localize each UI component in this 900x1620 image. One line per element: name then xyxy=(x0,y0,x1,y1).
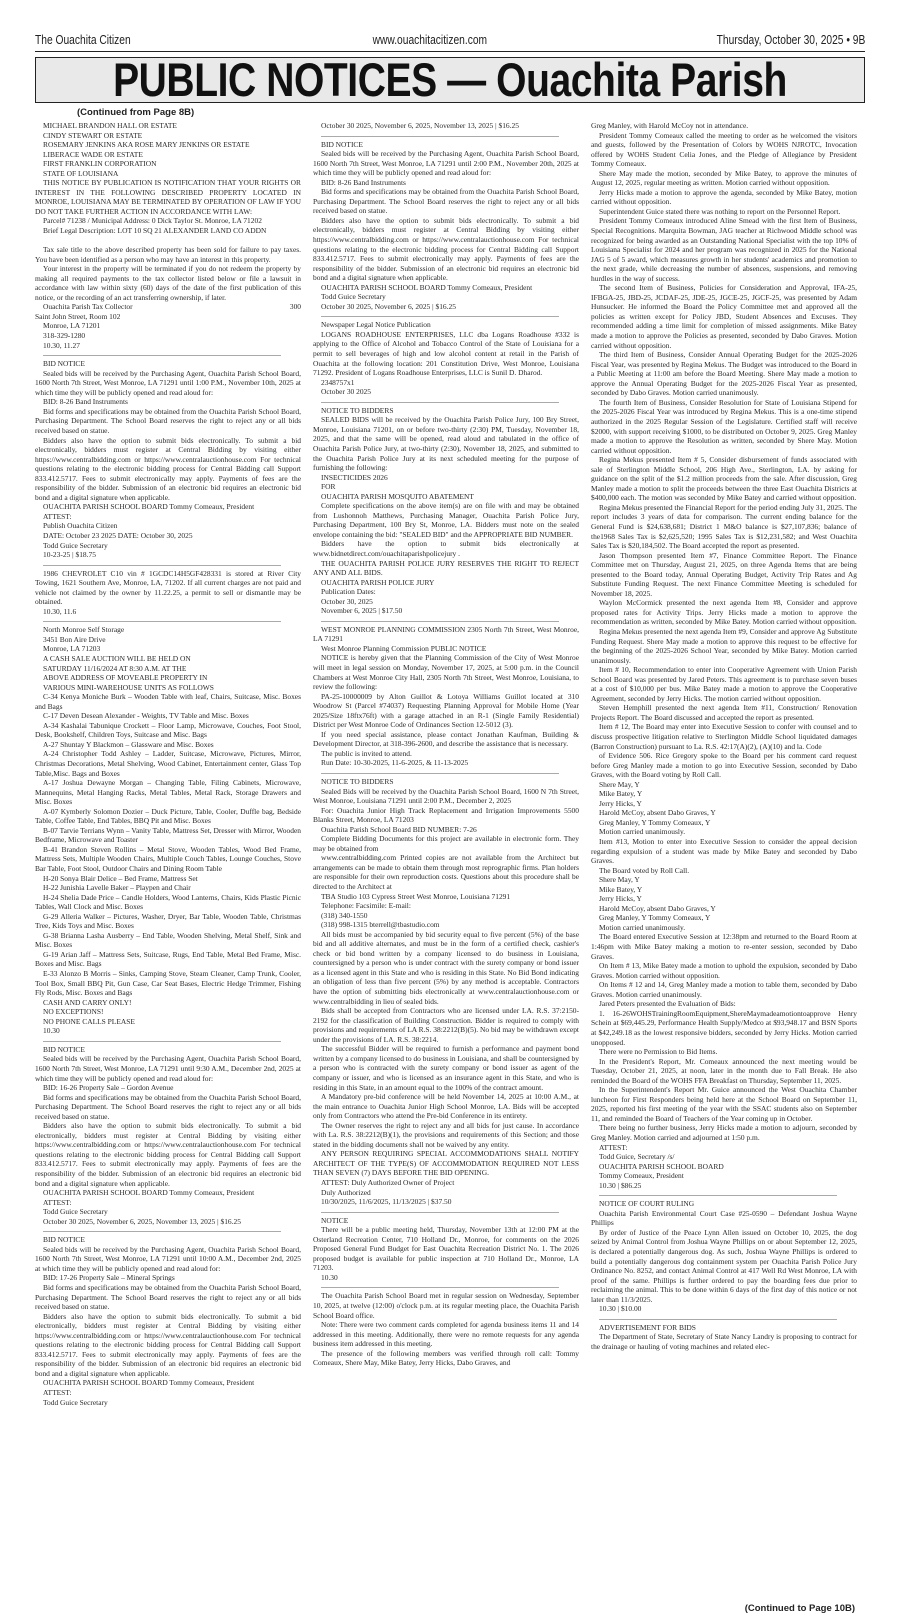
notice-block xyxy=(591,121,857,1190)
notice-paragraph: A-24 Christopher Todd Ashley – Ladder, Suitcase, Microwave, Pictures, Mirror, Christmas Decorations, Metal Shelving, Wood Cabinet, Entertainment center, Glass Top Table,Misc. Bags and Boxes xyxy=(35,749,301,778)
notice-paragraph: NOTICE TO BIDDERS xyxy=(321,405,394,415)
notice-block xyxy=(313,1287,579,1367)
notice-paragraph: FOR xyxy=(321,482,336,492)
notice-paragraph: October 30 2025, November 6, 2025, November 13, 2025 | $16.25 xyxy=(43,1216,241,1226)
notice-paragraph: Shere May, Y xyxy=(599,779,640,789)
section-title-box xyxy=(35,57,865,103)
notice-paragraph: BID NOTICE xyxy=(321,139,363,149)
notice-paragraph: A-17 Joshua Dewayne Morgan – Changing Table, Filing Cabinets, Microwave, Mannequins, Metal Hanging Racks, Metal Tables, Metal Rack, Storage Drawers and Misc. Boxes xyxy=(35,778,301,807)
notice-paragraph: In the President's Report, Mr. Comeaux announced the next meeting would be Tuesday, October 21, 2025, at noon, later in the month due to Fall Break. He also reminded the Board of the WOHS FFA Breakfast on Thursday, September 11, 2025. xyxy=(591,1056,857,1085)
notice-paragraph: CASH AND CARRY ONLY! xyxy=(43,997,132,1007)
masthead xyxy=(35,33,865,49)
notice-paragraph: NOTICE is hereby given that the Planning Commission of the City of West Monroe will meet in legal session on Monday, November 17, 2025, at 5:00 p.m. in the Council Chambers at West Monroe City Hall, 2305 North 7th Street, West Monroe, Louisiana, to review the following: xyxy=(313,653,579,692)
continued-to-label: (Continued to Page 10B) xyxy=(744,1603,855,1614)
notice-block xyxy=(35,1231,301,1407)
notice-paragraph: E-33 Alonzo B Morris – Sinks, Camping Stove, Steam Cleaner, Camp Trunk, Cooler, Tool Box, Small BBQ Pit, Gun Case, Car Seat Bases, Electric Hedge Trimmer, Fishing Fly Rods, Misc. Boxes and Bags xyxy=(35,969,301,998)
notice-paragraph: ANY PERSON REQUIRING SPECIAL ACCOMMODATIONS SHALL NOTIFY ARCHITECT OF THE TYPE(S) OF ACCOMMODATION REQUIRED NOT LESS THAN SEVEN (7) DAYS BEFORE THE BID OPENING. xyxy=(313,1149,579,1178)
notice-divider xyxy=(43,565,281,566)
notice-block xyxy=(313,136,579,312)
notice-paragraph: TBA Studio 103 Cypress Street West Monroe, Louisiana 71291 xyxy=(321,891,511,901)
notice-paragraph: Sealed bids will be received by the Purchasing Agent, Ouachita Parish School Board, 1600 North 7th Street, West Monroe, LA 71291 until 9:30 A.M., December 2nd, 2025 at which time they will be publicly opened and read aloud for: xyxy=(35,1054,301,1083)
notice-paragraph: BID: 8-26 Band Instruments xyxy=(43,397,128,407)
notice-paragraph: Waylon McCormick presented the next agenda Item #8, Consider and approve proposed rates for Activity Trips. Jerry Hicks made a motion to approve the recommendation as written, seconded by Mike Batey. Motion carried without opposition. xyxy=(591,598,857,627)
notice-block xyxy=(35,121,301,350)
notice-block xyxy=(591,1319,857,1352)
notice-paragraph: Steven Hemphill presented the next agenda Item #11, Construction/ Renovation Projects Report. The Board discussed and accepted the report as presented. xyxy=(591,703,857,722)
notice-paragraph: North Monroe Self Storage xyxy=(43,625,125,635)
notice-paragraph: (318) 998-1315 bterrell@tbastudio.com xyxy=(321,920,440,930)
notice-paragraph: LOGANS ROADHOUSE ENTERPRISES, LLC dba Logans Roadhouse #332 is applying to the Office of Alcohol and Tobacco Control of the State of Louisiana for a permit to sell beverages of high and low alcohol content at retail in the Parish of Ouachita at the following location: 201 Constitution Drive, West Monroe, Louisiana 71292. President of Logans Roadhouse Enterprises, LLC is Sunil D. Dharod. xyxy=(313,329,579,378)
notice-paragraph: On Item # 13, Mike Batey made a motion to uphold the expulsion, seconded by Dabo Graves. Motion carried without opposition. xyxy=(591,961,857,980)
issue-date-page: Thursday, October 30, 2025 • 9B xyxy=(716,33,865,47)
notice-divider xyxy=(599,1195,837,1196)
notice-paragraph: OUACHITA PARISH SCHOOL BOARD Tommy Comeaux, President xyxy=(321,282,533,292)
notice-paragraph: All bids must be accompanied by bid security equal to five percent (5%) of the base bid and all additive alternates, and must be in the form of a certified check, cashier's check or bid bond written by a company licensed to do business in Louisiana, countersigned by a person who is under contract with the surety company or bond issuer as a licensed agent in this State and who is residing in this State. No Bid Bond indicating an obligation of less than five percent (5%) by any method is acceptable. Contractors have the option of submitting bids electronically at www.centralauctionhouse.com or www.centralbidding in lieu of sealed bids. xyxy=(313,929,579,1006)
notice-paragraph: ATTEST: xyxy=(43,511,72,521)
notice-paragraph: Jerry Hicks made a motion to approve the agenda, seconded by Mike Batey, motion carried without opposition. xyxy=(591,187,857,207)
notice-paragraph: Motion carried unanimously. xyxy=(599,922,686,932)
notice-paragraph: The Ouachita Parish School Board met in regular session on Wednesday, September 10, 2025, at twelve (12:00) o'clock p.m. at its regular meeting place, the Ouachita Parish School Board office. xyxy=(313,1291,579,1320)
notice-paragraph xyxy=(35,302,301,312)
notice-paragraph: Complete Bidding Documents for this project are available in electronic form. They may be obtained from xyxy=(313,834,579,853)
notice-block xyxy=(35,621,301,1036)
notice-paragraph: Regina Mekus presented Item # 5, Consider disbursement of funds associated with sale of Sterlington Middle School, 206 High Ave., Sterlington, LA. by asking for guidance on the split of the $1.2 million proceeds from the sale. After discussion, Greg Manley made a motion to split the proceeds between the three East Ouachita Districts at $400,000 each. The motion was seconded by Mike Batey and carried without opposition. xyxy=(591,455,857,503)
notice-paragraph: Note: There were two comment cards completed for agenda business items 11 and 14 addressed in this meeting. Additionally, there were no remote requests for any agenda business item addressed in this meeting. xyxy=(313,1320,579,1349)
notice-block xyxy=(35,355,301,559)
notice-block xyxy=(35,1041,301,1226)
notice-block xyxy=(313,316,579,396)
notice-paragraph: Brief Legal Description: LOT 10 SQ 21 ALEXANDER LAND CO ADDN xyxy=(43,226,267,236)
notice-paragraph: Jared Peters presented the Evaluation of Bids: xyxy=(599,999,736,1009)
notice-paragraph: The public is invited to attend. xyxy=(321,748,412,758)
notice-paragraph: 10/30/2025, 11/6/2025, 11/13/2025 | $37.50 xyxy=(321,1197,452,1207)
notice-paragraph: Harold McCoy, absent Dabo Graves, Y xyxy=(599,808,716,818)
notice-paragraph: SATURDAY 11/16/2024 AT 8:30 A.M. AT THE xyxy=(43,663,187,673)
notice-paragraph: C-34 Kenya Moniche Burk – Wooden Table with leaf, Chairs, Suitcase, Misc. Boxes and Bags xyxy=(35,692,301,711)
notice-paragraph: October 30, 2025 xyxy=(321,596,373,606)
notice-paragraph: Todd Guice Secretary xyxy=(43,540,108,550)
notice-paragraph: BID: 17-26 Property Sale – Mineral Springs xyxy=(43,1273,175,1283)
notice-paragraph: NOTICE xyxy=(321,1215,349,1225)
notice-paragraph: Jerry Hicks, Y xyxy=(599,894,642,904)
blank-line xyxy=(35,236,301,246)
notice-paragraph: The Owner reserves the right to reject any and all bids for just cause. In accordance with La. R.S. 38:2212(B)(1), the provisions and requirements of this Section; and those stated in the bidding documents shall not be waived by any entity. xyxy=(313,1120,579,1149)
notice-paragraph: 10.30 xyxy=(321,1272,338,1282)
notice-paragraph: (318) 340-1550 xyxy=(321,910,368,920)
notice-paragraph: BID NOTICE xyxy=(43,1044,85,1054)
notice-paragraph: October 30 2025, November 6, 2025 | $16.25 xyxy=(321,301,456,311)
notice-divider xyxy=(599,1319,837,1320)
notice-paragraph: There being no further business, Jerry Hicks made a motion to adjourn, seconded by Greg Manley. Motion carried and adjourned at 1:50 p.m. xyxy=(591,1123,857,1142)
notice-paragraph: ATTEST: Duly Authorized Owner of Project xyxy=(321,1177,455,1187)
notice-paragraph: The successful Bidder will be required to furnish a performance and payment bond written by a company licensed to do business in Louisiana, and shall be countersigned by a person who is contracted with the surety company or bond issuer as agent of the company or issuer, and who is licensed as an insurance agent in this State, and who is residing in this State, in an amount equal to the 100% of the contract amount. xyxy=(313,1044,579,1092)
notice-paragraph: Greg Manley, Y Tommy Comeaux, Y xyxy=(599,913,711,923)
notice-paragraph: Sealed bids will be received by the Purchasing Agent, Ouachita Parish School Board, 1600 North 7th Street, West Monroe, LA 71291 until 1:00 P.M., November 10th, 2025 at which time they will be publicly opened and read aloud for: xyxy=(35,368,301,397)
notice-paragraph: of Evidence 506. Rice Gregory spoke to the Board per his comment card request before Greg Manley made a motion to go into Executive Session, seconded by Dabo Graves, with the Board voting by Roll Call. xyxy=(591,751,857,780)
notice-paragraph: H-20 Sonya Blair Delice – Bed Frame, Mattress Set xyxy=(43,873,198,883)
notice-paragraph: ADVERTISEMENT FOR BIDS xyxy=(599,1322,696,1332)
notice-paragraph: WEST MONROE PLANNING COMMISSION 2305 North 7th Street, West Monroe, LA 71291 xyxy=(313,624,579,644)
notice-line-right: 300 xyxy=(289,302,301,312)
notice-paragraph: 10.30 xyxy=(43,1026,60,1036)
notice-paragraph: VARIOUS MINI-WAREHOUSE UNITS AS FOLLOWS xyxy=(43,682,214,692)
notice-paragraph: BID NOTICE xyxy=(43,1235,85,1245)
notice-paragraph: By order of Justice of the Peace Lynn Allen issued on October 10, 2025, the dog seized by Animal Control from Joshua Wayne Phillips on or about September 12, 2025, is declared a potentially dangerous dog. As such, Joshua Wayne Phillips is ordered to build a potentially dangerous dog containment system per Ouachita Parish Police Jury Ordinance No. 8252, and contact Animal Control at 417 Well Rd West Monroe, LA with proof of the same. Phillips is further ordered to pay the boarding fees due prior to reclaiming the animal. This to be done within 6 days of the first day of this notice or not later than 11/3/2025. xyxy=(591,1227,857,1304)
notice-paragraph: Todd Guice, Secretary /s/ xyxy=(599,1152,675,1162)
notice-paragraph: Regina Mekus presented the next agenda Item #9, Consider and approve Ag Substitute Funding Request. Shere May made a motion to approve this request to be effective for the beginning of the 2025-2026 School Year, seconded by Mike Batey. Motion carried unanimously. xyxy=(591,626,857,665)
notice-paragraph: A CASH SALE AUCTION WILL BE HELD ON xyxy=(43,653,191,663)
notice-paragraph: ABOVE ADDRESS OF MOVEABLE PROPERTY IN xyxy=(43,673,208,683)
notice-paragraph: SEALED BIDS will be received by the Ouachita Parish Police Jury, 100 Bry Street, Monroe, Louisiana 71201, on or before two-thirty (2:30) PM, Tuesday, November 18, 2025, and that the same will be opened, read aloud and tabulated in the office of Ouachita Parish Police Jury, at two-thirty (2:30), November 18, 2025, and submitted to the Ouachita Parish Police Jury at its next scheduled meeting for the purpose of furnishing the following: xyxy=(313,415,579,473)
notice-paragraph: 2348757x1 xyxy=(321,377,355,387)
notice-paragraph: C-17 Deven Desean Alexander - Weights, TV Table and Misc. Boxes xyxy=(43,711,249,721)
notice-paragraph: Bidders also have the option to submit bids electronically. To submit a bid electronically, bidders must register at Central Bidding by visiting either https://www.centralbidding.com or https://www.centralauctionhouse.com For technical questions relating to the electronic bidding process for Central Bidding call Support 833.412.5717. Fees to submit electronically may apply. Payments of fees are the responsibility of the bidder. Submission of an electronic bid requires an electronic bid bond and a digital signature when applicable. xyxy=(313,215,579,283)
notice-paragraph: Ouachita Parish School Board BID NUMBER: 7-26 xyxy=(321,824,477,834)
notice-paragraph: Tommy Comeaux, President xyxy=(599,1171,684,1181)
section-title: PUBLIC NOTICES — Ouachita Parish xyxy=(113,57,787,103)
notice-paragraph: Complete specifications on the above item(s) are on file with and may be obtained from Lushonnoh Matthews, Purchasing Manager, Ouachita Parish Police Jury, Purchasing Department, 100 Bry St, Monroe, LA. Bidders must note on the sealed envelope containing the bid: "SEALED BID" and the APPROPRIATE BID NUMBER. xyxy=(313,501,579,539)
notice-paragraph: Mike Batey, Y xyxy=(599,789,643,799)
notice-paragraph: President Tommy Comeaux introduced Aline Smead with the first Item of Business, Special Recognitions. Marquita Bowman, JAG teacher at Richwood Middle school was recognized for being awarded as an Outstanding National Specialist with the top 10% of Louisiana Specialist for 2024 and her program was recognized in 2025 for the National JAG 5 of 5 award, which measures growth in her students' academics and promotion to the next grade, while decreasing the number of absences, suspensions, and removing hurdles in the way of success. xyxy=(591,216,857,283)
notice-divider xyxy=(321,402,559,403)
notice-paragraph: Bid forms and specifications may be obtained from the Ouachita Parish School Board, Purchasing Department. The School Board reserves the right to reject any or all bids received based on statue. xyxy=(35,406,301,435)
notice-paragraph: November 6, 2025 | $17.50 xyxy=(321,606,403,616)
notice-paragraph: Bidders also have the option to submit bids electronically. To submit a bid electronically, bidders must register at Central Bidding by visiting either https://www.centralbidding.com or https://www.centralauctionhouse.com For technical questions relating to the electronic bidding process for Central Bidding call Support 833.412.5717. Fees to submit electronically may apply. Payments of fees are the responsibility of the bidder. Submission of an electronic bid requires an electronic bid bond and a digital signature when applicable. xyxy=(35,435,301,502)
notice-block xyxy=(313,621,579,768)
notice-block xyxy=(313,773,579,1207)
notice-paragraph: Item #13, Motion to enter into Executive Session to consider the appeal decision regarding expulsion of a student was made by Mike Batey and seconded by Dabo Graves. xyxy=(591,837,857,866)
notice-paragraph: NO EXCEPTIONS! xyxy=(43,1007,104,1017)
notice-paragraph: PA-25-10000009 by Alton Guillot & Lotoya Williams Guillot located at 310 Woodrow St (Parcel #74037) Requesting Planning Approval for Mobile Home (Year 2025/Size 18ftx76ft) with a garage attached in an R-1 (Single Family Residential) District per West Monroe Code of Ordinances Section 12-5012 (3). xyxy=(313,691,579,730)
notice-paragraph: FIRST FRANKLIN CORPORATION xyxy=(43,159,157,169)
notice-paragraph: Mike Batey, Y xyxy=(599,884,643,894)
notice-paragraph: A-07 Kymberly Solomon Dozier – Duck Picture, Table, Cooler, Duffle bag, Bedside Table, Coffee Table, End Tables, BBQ Pit and Misc. Boxes xyxy=(35,806,301,826)
notice-paragraph: BID: 8-26 Band Instruments xyxy=(321,177,406,187)
notice-paragraph: 318-329-1280 xyxy=(43,331,86,341)
notice-paragraph: THIS NOTICE BY PUBLICATION IS NOTIFICATION THAT YOUR RIGHTS OR INTEREST IN THE FOLLOWING DESCRIBED PROPERTY LOCATED IN MONROE, LOUISIANA MAY BE TERMINATED BY OPERATION OF LAW IF YOU DO NOT TAKE FURTHER ACTION IN ACCORDANCE WITH LAW: xyxy=(35,178,301,216)
notice-paragraph: If you need special assistance, please contact Jonathan Kaufman, Building & Development Director, at 318-396-2600, and describe the assistance that is necessary. xyxy=(313,729,579,749)
notice-paragraph: In the Superintendent's Report Mr. Guice announced the West Ouachita Chamber luncheon for First Responders being held here at the School Board on September 11, 2025, reported his first meeting of the year with the SSAC students also on September 11, and reminded the Board of Teachers of the Year coming up in October. xyxy=(591,1085,857,1123)
notice-paragraph: ROSEMARY JENKINS AKA ROSE MARY JENKINS OR ESTATE xyxy=(43,140,250,150)
notice-paragraph: Your interest in the property will be terminated if you do not redeem the property by making all required payments to the tax collector listed below or file a lawsuit in accordance with law within sixty (60) days of the date of the first publication of this notice, or the recording of an act transferring ownership, if later. xyxy=(35,264,301,302)
notice-paragraph: Bidders have the option to submit bids electronically at www.bidnetdirect.com/ouachitaparishpolicejury . xyxy=(313,539,579,558)
notice-paragraph: STATE OF LOUISIANA xyxy=(43,168,119,178)
notice-paragraph: ATTEST: xyxy=(43,1388,72,1397)
notice-paragraph: October 30 2025, November 6, 2025, November 13, 2025 | $16.25 xyxy=(321,121,519,130)
notice-paragraph: On Items # 12 and 14, Greg Manley made a motion to table them, seconded by Dabo Graves. Motion carried unanimously. xyxy=(591,980,857,999)
notice-paragraph: Tax sale title to the above described property has been sold for failure to pay taxes. You have been identified as a person who may have an interest in this property. xyxy=(35,245,301,264)
notice-paragraph: Motion carried unanimously. xyxy=(599,827,686,837)
notice-paragraph: Sealed bids will be received by the Purchasing Agent, Ouachita Parish School Board, 1600 North 7th Street, West Monroe, LA 71291 until 2:00 P.M., November 20th, 2025 at which time they will be publicly opened and read aloud for: xyxy=(313,149,579,178)
notice-paragraph: Run Date: 10-30-2025, 11-6-2025, & 11-13-2025 xyxy=(321,758,469,768)
notice-paragraph: Bidders also have the option to submit bids electronically. To submit a bid electronically, bidders must register at Central Bidding by visiting either https://www.centralbidding.com or https://www.centralauctionhouse.com For technical questions relating to the electronic bidding process for Central Bidding call Support 833.412.5717. Fees to submit electronically may apply. Payments of fees are the responsibility of the bidder. Submission of an electronic bid requires an electronic bid bond and a digital signature when applicable. xyxy=(35,1311,301,1378)
notice-paragraph: Bidders also have the option to submit bids electronically. To submit a bid electronically, bidders must register at Central Bidding by visiting either https://www.centralbidding.com or https://www.centralauctionhouse.com For technical questions relating to the electronic bidding process for Central Bidding call Support 833.412.5717. Fees to submit electronically may apply. Payments of fees are the responsibility of the bidder. Submission of an electronic bid requires an electronic bid bond and a digital signature when applicable. xyxy=(35,1121,301,1188)
notice-paragraph: The Board entered Executive Session at 12:38pm and returned to the Board Room at 1:46pm with Mike Batey making a motion to re-enter session, seconded by Dabo Graves. xyxy=(591,932,857,961)
notice-paragraph: MICHAEL BRANDON HALL OR ESTATE xyxy=(43,121,177,130)
notices-column-3 xyxy=(591,121,857,1605)
notice-block xyxy=(591,1195,857,1314)
notice-paragraph: 10.30, 11.27 xyxy=(43,340,80,350)
notice-paragraph: 3451 Bon Aire Drive xyxy=(43,634,106,644)
notice-paragraph: The Department of State, Secretary of State Nancy Landry is proposing to contract for the drainage or hauling of voting machines and related elec- xyxy=(591,1332,857,1351)
notice-paragraph: A-27 Shuntay Y Blackmon – Glassware and Misc. Boxes xyxy=(43,739,214,749)
continued-from-label: (Continued from Page 8B) xyxy=(77,107,195,118)
notice-paragraph: President Tommy Comeaux called the meeting to order as he welcomed the visitors and guests, followed by the Presentation of Colors by WOHS NJROTC, Invocation offered by WOHS Student Celia Jones, and the Pledge of Allegiance by President Tommy Comeaux. xyxy=(591,130,857,169)
notice-paragraph: Superintendent Guice stated there was nothing to report on the Personnel Report. xyxy=(599,206,841,216)
notice-paragraph: There were no Permission to Bid Items. xyxy=(599,1047,718,1057)
notice-paragraph: Newspaper Legal Notice Publication xyxy=(321,320,431,330)
notice-paragraph: 10.30 | $86.25 xyxy=(599,1180,642,1190)
notice-paragraph: The presence of the following members was verified through roll call: Tommy Comeaux, Shere May, Mike Batey, Jerry Hicks, Dabo Graves, and xyxy=(313,1348,579,1368)
notice-paragraph: Item # 10, Recommendation to enter into Cooperative Agreement with Union Parish School Board was presented by Jared Peters. This agreement is to purchase seven buses at a cost of $10,000 per bus. Mike Batey made a motion to approve the Cooperative Agreement, seconded by Jerry Hicks. The motion carried without opposition. xyxy=(591,665,857,703)
notice-paragraph: Monroe, LA 71203 xyxy=(43,644,101,654)
notice-paragraph: Jerry Hicks, Y xyxy=(599,798,642,808)
notice-paragraph: There will be a public meeting held, Thursday, November 13th at 12:00 PM at the Osterland Recreation Center, 710 Holland Dr., Monroe, for comments on the 2026 Proposed General Fund Budget for East Ouachita Recreation District No. 1. The 2026 proposed budget is available for public inspection at 710 Holland Dr., Monroe, LA 71203. xyxy=(313,1225,579,1273)
notice-paragraph: A-34 Kashalai Tabunique Crockett – Floor Lamp, Microwave, Couches, Foot Stool, Desk, Bookshelf, Children Toys, Suitcase and Misc. Bags xyxy=(35,720,301,740)
notice-paragraph: Bids shall be accepted from Contractors who are licensed under LA. R.S. 37:2150-2192 for the classification of Building Construction. Bidder is required to comply with provisions and requirements of LA R.S. 38:2212(B)(5). No bid may be withdrawn except under the provisions of LA. R.S. 38:2214. xyxy=(313,1006,579,1044)
notices-column-2 xyxy=(313,121,579,1605)
notice-paragraph: BID NOTICE xyxy=(43,359,85,369)
notice-paragraph: The fourth Item of Business, Consider Resolution for State of Louisiana Stipend for the 2025-2026 Fiscal Year was introduced by Regina Mekus. This is a one-time stipend authorized in the 2025 Regular Session of the Legislature. Certified staff will receive $2000, with support receiving $1000, to be distributed on October 9, 2025. Greg Manley made a motion to approve the Resolution as written, seconded by Shere May. Motion carried without opposition. xyxy=(591,397,857,455)
notice-paragraph: OUACHITA PARISH SCHOOL BOARD xyxy=(599,1161,724,1171)
notice-paragraph: The Board voted by Roll Call. xyxy=(599,865,690,875)
newspaper-name: The Ouachita Citizen xyxy=(35,33,131,47)
notice-paragraph: Parcel# 71238 / Municipal Address: 0 Dick Taylor St. Monroe, LA 71202 xyxy=(43,216,262,226)
notice-paragraph: OUACHITA PARISH MOSQUITO ABATEMENT xyxy=(321,491,474,501)
notice-paragraph: 1986 CHEVROLET C10 vin # 1GCDC14H5GF428331 is stored at River City Towing, 1621 Southern Ave, Monroe, LA, 71202. If all current charges are not paid and vehicle not claimed by the owner by 11.22.25, a permit to sell or dismantle may be obtained. xyxy=(35,568,301,607)
notice-block xyxy=(313,402,579,616)
notice-paragraph: Jason Thompson presented Item #7, Finance Committee Report. The Finance Committee met on Thursday, August 21, 2025, on three Agenda Items that are being presented to the Board today, Annual Operating Budget, Activity Trip Rates and Ag Substitute Funding Request. The next Finance Committee Meeting is scheduled for November 18, 2025. xyxy=(591,550,857,598)
notice-paragraph: DATE: October 23 2025 DATE: October 30, 2025 xyxy=(43,530,193,540)
notice-paragraph: For: Ouachita Junior High Track Replacement and Irrigation Improvements 5500 Blanks Street, Monroe, LA 71203 xyxy=(313,805,579,825)
notice-paragraph: 1. 16-26WOHSTrainingRoomEquipment,ShereMaymadeamotiontoapprove Henry Schein at $69,445.29, Performance Health Supply/Medco at $93,948.17 and BSN Sports at $42,249.18 as the lowest responsive bidders, seconded by Jerry Hicks. Motion carried unopposed. xyxy=(591,1008,857,1047)
notice-paragraph: 10.30 | $10.00 xyxy=(599,1304,642,1314)
notice-paragraph: Bid forms and specifications may be obtained from the Ouachita Parish School Board, Purchasing Department. The School Board reserves the right to reject any or all bids received based on statue. xyxy=(35,1092,301,1121)
notice-paragraph: Monroe, LA 71201 xyxy=(43,321,101,331)
notice-paragraph: Saint John Street, Room 102 xyxy=(35,311,121,321)
notice-paragraph: Publication Dates: xyxy=(321,587,376,597)
notice-paragraph: ATTEST: xyxy=(43,1197,72,1207)
notice-block xyxy=(313,1212,579,1283)
notice-divider xyxy=(321,1287,559,1288)
notices-column-1 xyxy=(35,121,301,1605)
notice-paragraph: Todd Guice Secretary xyxy=(43,1207,108,1217)
notice-paragraph: The third Item of Business, Consider Annual Operating Budget for the 2025-2026 Fiscal Year, was presented by Regina Mekus. The Budget was introduced to the Board in a Public Meeting at 11:00 am before the Board Meeting. Shere May made a motion to approve the Annual Operating Budget for the 2025-2026 Fiscal Year as presented, seconded by Dabo Graves. Motion carried unanimously. xyxy=(591,350,857,398)
notice-block xyxy=(35,565,301,617)
notice-paragraph: 10.30, 11.6 xyxy=(43,606,77,616)
notice-paragraph: Telephone: Facsimile: E-mail: xyxy=(321,901,411,911)
notice-paragraph: Publish Ouachita Citizen xyxy=(43,521,118,531)
notice-paragraph: Sealed Bids will be received by the Ouachita Parish School Board, 1600 N 7th Street, West Monroe, Louisiana 71291 until 2:00 P.M., December 2, 2025 xyxy=(313,786,579,806)
notice-paragraph: H-24 Shelia Dade Price – Candle Holders, Wood Lanterns, Chairs, Kids Plastic Picnic Tables, Wall Clock and Misc. Boxes xyxy=(35,892,301,912)
notice-paragraph: OUACHITA PARISH POLICE JURY xyxy=(321,577,435,587)
notice-paragraph: CINDY STEWART OR ESTATE xyxy=(43,130,143,140)
notice-paragraph: NOTICE OF COURT RULING xyxy=(599,1199,695,1209)
notice-paragraph: INSECTICIDES 2026 xyxy=(321,472,388,482)
notice-paragraph: Bid forms and specifications may be obtained from the Ouachita Parish School Board, Purchasing Department. The School Board reserves the right to reject any or all bids received based on statue. xyxy=(35,1282,301,1312)
notice-divider xyxy=(43,621,281,622)
website-url[interactable]: www.ouachitacitizen.com xyxy=(372,33,488,47)
notice-paragraph: Greg Manley, Y Tommy Comeaux, Y xyxy=(599,817,711,827)
notice-divider xyxy=(321,316,559,317)
notice-divider xyxy=(43,1041,281,1042)
notice-paragraph: THE OUACHITA PARISH POLICE JURY RESERVES THE RIGHT TO REJECT ANY AND ALL BIDS. xyxy=(313,558,579,578)
notice-divider xyxy=(43,1231,281,1232)
notice-paragraph: Item # 12, The Board may enter into Executive Session to confer with counsel and to discuss prospective litigation relative to Sterlington Middle School liquidated damages (Barron Construction) pursuant to La. R.S. 42:17(A)(2), (A)(10) and la. Code xyxy=(591,722,857,751)
notice-paragraph: October 30 2025 xyxy=(321,387,371,397)
notice-paragraph: Ouachita Parish Environmental Court Case #25-0590 – Defendant Joshua Wayne Phillips xyxy=(591,1208,857,1228)
notice-paragraph: ATTEST: xyxy=(599,1142,628,1152)
notice-paragraph: BID: 16-26 Property Sale – Gordon Avenue xyxy=(43,1083,174,1093)
notice-divider xyxy=(43,355,281,356)
notice-paragraph: Sealed bids will be received by the Purchasing Agent, Ouachita Parish School Board, 1600 North 7th Street, West Monroe, LA 71291 until 10:00 A.M., December 2nd, 2025 at which time they will be publicly opened and read aloud for: xyxy=(35,1244,301,1273)
notice-paragraph: B-07 Tarvie Terrians Wynn – Vanity Table, Mattress Set, Dresser with Mirror, Wooden Bedframe, Microwave and Toaster xyxy=(35,825,301,845)
notice-paragraph: Harold McCoy, absent Dabo Graves, Y xyxy=(599,903,716,913)
notice-paragraph: Shere May made the motion, seconded by Mike Batey, to approve the minutes of August 12, 2025, regular meeting as written. Motion carried without opposition. xyxy=(591,168,857,188)
notice-paragraph: Greg Manley, with Harold McCoy not in attendance. xyxy=(591,121,749,130)
notice-paragraph: 10-23-25 | $18.75 xyxy=(43,550,96,560)
notice-block xyxy=(313,121,579,131)
notice-paragraph: G-29 Alleria Walker – Pictures, Washer, Dryer, Bar Table, Wooden Table, Christmas Tree, Kids Toys and Misc. Boxes xyxy=(35,911,301,931)
notice-divider xyxy=(321,773,559,774)
notice-divider xyxy=(321,136,559,137)
notice-paragraph: www.centralbidding.com Printed copies are not available from the Architect but arrangements can be made to obtain them through most reprographic firms. Plan holders are responsible for their own reproduction costs. Questions about this procedure shall be directed to the Architect at xyxy=(313,853,579,892)
notice-paragraph: Todd Guice Secretary xyxy=(43,1397,108,1407)
notice-paragraph: G-38 Brianna Lasha Ausberry – End Table, Wooden Shelving, Metal Shelf, Sink and Misc. Boxes xyxy=(35,930,301,950)
notice-divider xyxy=(321,621,559,622)
notice-paragraph: G-19 Arian Jaff – Mattress Sets, Suitcase, Rugs, End Table, Metal Bed Frame, Misc. Boxes and Misc. Bags xyxy=(35,949,301,969)
notice-paragraph: LIBERACE WADE OR ESTATE xyxy=(43,149,143,159)
notice-paragraph: B-41 Brandon Steven Rollins – Metal Stove, Wooden Tables, Wood Bed Frame, Mattress Sets, Multiple Wooden Chairs, Multiple Couch Tables, Lounge Couches, Stove Bar Table, Foot Stool, Outdoor Chairs and Dining Room Table xyxy=(35,844,301,874)
notice-paragraph: The second Item of Business, Policies for Consideration and Approval, IFA-25, IFBGA-25, JBD-25, JCDAF-25, JDE-25, JGCE-25, JGCF-25, was presented by Adam Hunsucker. He informed the Board the Policy Committee met and approved all the policies as written except for Policy JBD, Student Absences and Excuses. They recommended adding a time limit for completion of missed assignments. Mike Batey made a motion to approve the Policies as presented, seconded by Dabo Graves. Motion carried without opposition. xyxy=(591,283,857,350)
notice-paragraph: NOTICE TO BIDDERS xyxy=(321,777,394,786)
notice-paragraph: H-22 Junishia Lavelle Baker – Playpen and Chair xyxy=(43,883,191,893)
notice-paragraph: Regina Mekus presented the Financial Report for the period ending July 31, 2025. The report includes 3 years of data for comparison. The current ending balance for the General Fund is $24,638,681; District 1 M&O balance is $27,107,836; balance of the1968 Sales Tax is $2,625,520; 1995 Sales Tax is $12,231,582; and West Ouachita Sales Tax is $20,184,502. The Board accepted the report as presented. xyxy=(591,502,857,551)
notice-divider xyxy=(321,1212,559,1213)
notice-line-left: Ouachita Parish Tax Collector xyxy=(43,302,133,312)
notice-paragraph: A Mandatory pre-bid conference will be held November 14, 2025 at 10:00 A.M., at the main entrance to Ouachita Junior High School Monroe, LA. Bids will be accepted only from Contractors who attend the Pre-bid Conference in its entirety. xyxy=(313,1092,579,1121)
notice-paragraph: OUACHITA PARISH SCHOOL BOARD Tommy Comeaux, President xyxy=(43,1188,255,1198)
notice-paragraph: West Monroe Planning Commission PUBLIC NOTICE xyxy=(321,643,487,653)
notice-paragraph: Shere May, Y xyxy=(599,875,640,885)
notice-paragraph: OUACHITA PARISH SCHOOL BOARD Tommy Comeaux, President xyxy=(43,502,255,512)
notice-paragraph: OUACHITA PARISH SCHOOL BOARD Tommy Comeaux, President xyxy=(43,1378,255,1388)
notice-paragraph: Todd Guice Secretary xyxy=(321,292,386,302)
notice-paragraph: Bid forms and specifications may be obtained from the Ouachita Parish School Board, Purchasing Department. The School Board reserves the right to reject any or all bids received based on statue. xyxy=(313,187,579,216)
notice-paragraph: NO PHONE CALLS PLEASE xyxy=(43,1016,135,1026)
masthead-divider xyxy=(35,51,865,52)
notice-paragraph: Duly Authorized xyxy=(321,1187,371,1197)
